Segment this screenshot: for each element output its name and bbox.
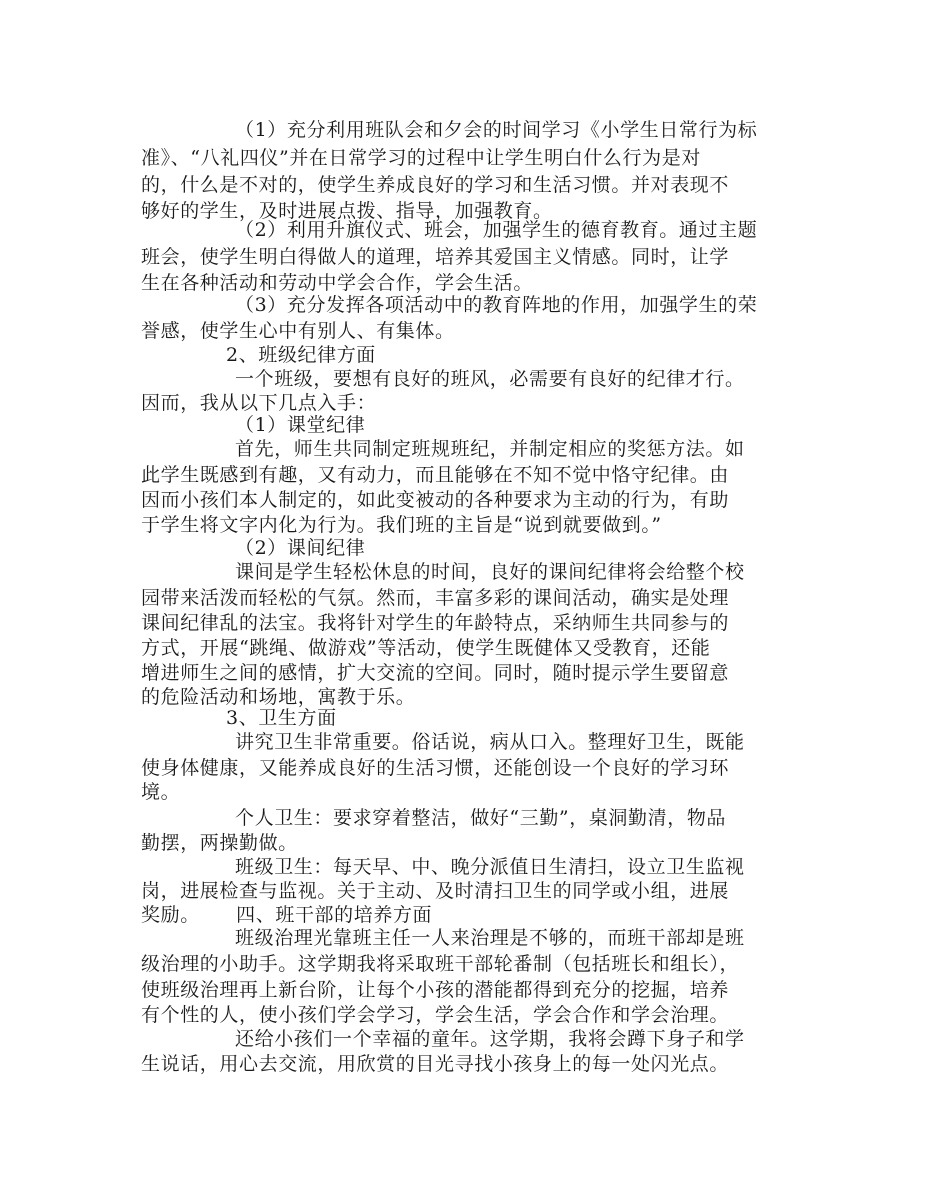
subsection-heading: （2）课间纪律: [235, 537, 366, 559]
text-line: 园带来活泼而轻松的气氛。然而，丰富多彩的课间活动，确实是处理: [141, 587, 730, 609]
text-line: 级治理的小助手。这学期我将采取班干部轮番制（包括班长和组长），: [141, 953, 740, 975]
text-line: 讲究卫生非常重要。俗话说，病从口入。整理好卫生，既能: [235, 731, 745, 753]
text-line: 使身体健康，又能养成良好的生活习惯，还能创设一个良好的学习环: [141, 757, 730, 779]
text-line: （3）充分发挥各项活动中的教育阵地的作用，加强学生的荣: [235, 294, 758, 316]
text-line: 的，什么是不对的，使学生养成良好的学习和生活习惯。并对表现不: [141, 174, 730, 196]
subsection-heading: （1）课堂纪律: [235, 414, 366, 436]
text-line: 课间是学生轻松休息的时间，良好的课间纪律将会给整个校: [235, 561, 745, 583]
text-line: 境。: [141, 781, 181, 803]
text-line: 使班级治理再上新台阶，让每个小孩的潜能都得到充分的挖掘，培养: [141, 979, 730, 1001]
text-line: 班会，使学生明白得做人的道理，培养其爱国主义情感。同时，让学: [141, 246, 730, 268]
text-line: 准》、“八礼四仪”并在日常学习的过程中让学生明白什么行为是对: [141, 147, 701, 169]
text-line: 因而小孩们本人制定的，如此变被动的各种要求为主动的行为，有助: [141, 489, 730, 511]
text-line: 奖励。 四、班干部的培养方面: [141, 904, 433, 926]
text-line: 有个性的人，使小孩们学会学习，学会生活，学会合作和学会治理。: [141, 1004, 730, 1026]
text-line: 还给小孩们一个幸福的童年。这学期，我将会蹲下身子和学: [235, 1028, 745, 1050]
text-line: 课间纪律乱的法宝。我将针对学生的年龄特点，采纳师生共同参与的: [141, 612, 730, 634]
text-line: 勤摆，两操勤做。: [141, 832, 298, 854]
text-line: 首先，师生共同制定班规班纪，并制定相应的奖惩方法。如: [235, 438, 745, 460]
text-line: 的危险活动和场地，寓教于乐。: [141, 686, 416, 708]
text-line: 于学生将文字内化为行为。我们班的主旨是“说到就要做到。”: [141, 514, 662, 536]
text-line: 岗，进展检查与监视。关于主动、及时清扫卫生的同学或小组，进展: [141, 880, 730, 902]
text-line: 生说话，用心去交流，用欣赏的目光寻找小孩身上的每一处闪光点。: [141, 1053, 730, 1075]
text-line: 增进师生之间的感情，扩大交流的空间。同时，随时提示学生要留意: [141, 662, 730, 684]
text-line: 誉感，使学生心中有别人、有集体。: [141, 320, 455, 342]
text-line: 个人卫生：要求穿着整洁，做好“三勤”，桌洞勤清，物品: [235, 807, 727, 829]
text-line: 方式，开展“跳绳、做游戏”等活动，使学生既健体又受教育，还能: [141, 637, 711, 659]
text-line: （1）充分利用班队会和夕会的时间学习《小学生日常行为标: [235, 119, 758, 141]
section-heading: 3、卫生方面: [226, 707, 337, 729]
text-line: 班级卫生：每天早、中、晚分派值日生清扫，设立卫生监视: [235, 856, 745, 878]
text-line: 因而，我从以下几点入手：: [141, 392, 377, 414]
text-line: 此学生既感到有趣，又有动力，而且能够在不知不觉中恪守纪律。由: [141, 464, 730, 486]
text-line: （2）利用升旗仪式、班会，加强学生的德育教育。通过主题: [235, 219, 758, 241]
text-line: 班级治理光靠班主任一人来治理是不够的，而班干部却是班: [235, 927, 745, 949]
text-line: 生在各种活动和劳动中学会合作，学会生活。: [141, 272, 534, 294]
text-line: 够好的学生，及时进展点拨、指导，加强教育。: [141, 200, 553, 222]
section-heading: 2、班级纪律方面: [226, 344, 376, 366]
text-line: 一个班级，要想有良好的班风，必需要有良好的纪律才行。: [235, 368, 745, 390]
